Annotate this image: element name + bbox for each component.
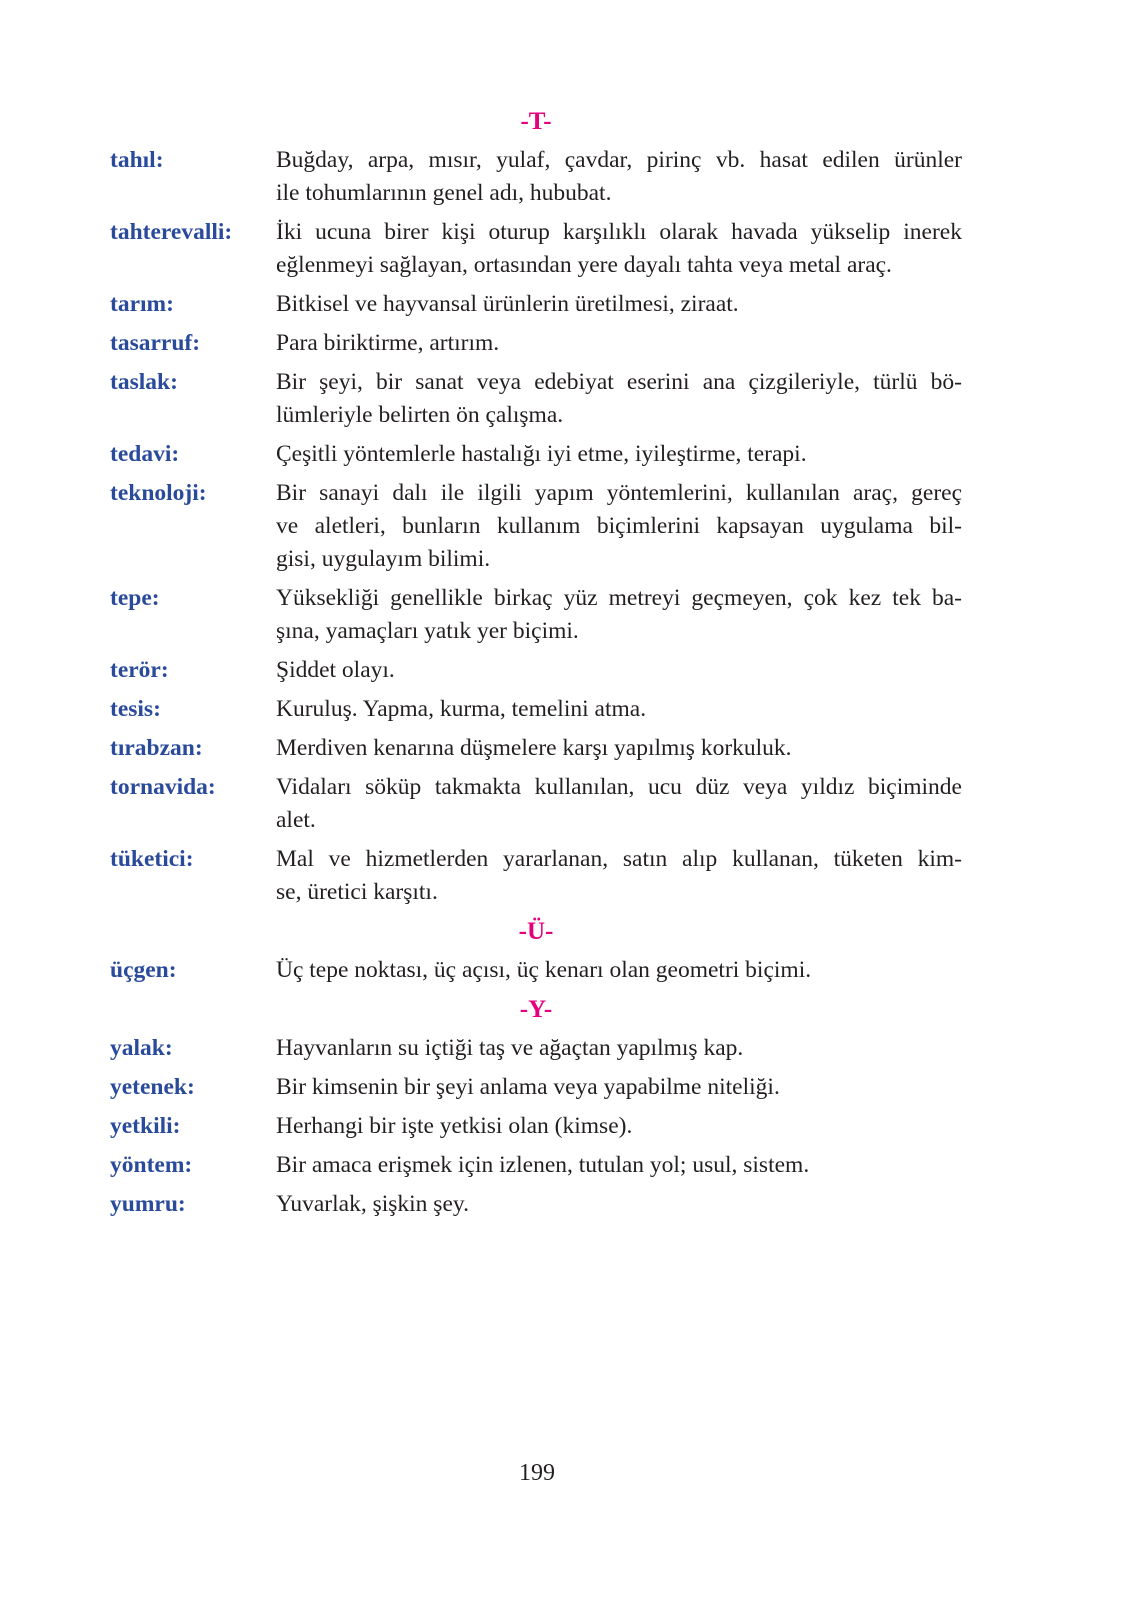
glossary-definition (276, 327, 962, 360)
glossary-term: tesis: (110, 696, 161, 722)
section-letter-heading: -T- (520, 108, 552, 135)
glossary-term: yetkili: (110, 1113, 181, 1139)
definition-line: eğlenmeyi sağlayan, ortasından yere dayalı tahta veya metal araç. (276, 252, 892, 278)
glossary-term: yöntem: (110, 1152, 193, 1178)
glossary-definition (276, 843, 962, 909)
glossary-term: tornavida: (110, 774, 216, 800)
glossary-term: tüketici: (110, 846, 194, 872)
glossary-definition (276, 1110, 962, 1143)
glossary-entry (110, 732, 962, 765)
glossary-entry (110, 1032, 962, 1065)
definition-line: gisi, uygulayım bilimi. (276, 546, 491, 572)
glossary-entry (110, 1188, 962, 1221)
glossary-entry (110, 1149, 962, 1182)
definition-line: Yuvarlak, şişkin şey. (276, 1191, 469, 1217)
glossary-entry (110, 582, 962, 648)
definition-line: Merdiven kenarına düşmelere karşı yapılmış korkuluk. (276, 735, 792, 761)
definition-line: alet. (276, 807, 316, 833)
glossary-entry (110, 654, 962, 687)
definition-line: Bitkisel ve hayvansal ürünlerin üretilmesi, ziraat. (276, 291, 739, 317)
glossary-entry (110, 327, 962, 360)
glossary-definition (276, 366, 962, 432)
glossary-definition (276, 144, 962, 210)
definition-line: İki ucuna birer kişi oturup karşılıklı olarak havada yükselip inerek (276, 219, 962, 245)
definition-line: Para biriktirme, artırım. (276, 330, 500, 356)
definition-line: Çeşitli yöntemlerle hastalığı iyi etme, iyileştirme, terapi. (276, 441, 807, 467)
definition-line: Kuruluş. Yapma, kurma, temelini atma. (276, 696, 647, 722)
glossary-definition (276, 216, 962, 282)
definition-line: Bir kimsenin bir şeyi anlama veya yapabilme niteliği. (276, 1074, 780, 1100)
glossary-entry (110, 216, 962, 282)
glossary-term: terör: (110, 657, 169, 683)
definition-line: lümleriyle belirten ön çalışma. (276, 402, 564, 428)
glossary-term: tahıl: (110, 147, 164, 173)
glossary-definition (276, 1071, 962, 1104)
glossary-term: tedavi: (110, 441, 180, 467)
definition-line: Bir şeyi, bir sanat veya edebiyat eserini ana çizgileriyle, türlü bö- (276, 369, 962, 395)
section-letter-heading: -Y- (519, 996, 553, 1023)
glossary-entry (110, 843, 962, 909)
glossary-entry (110, 693, 962, 726)
glossary-definition (276, 288, 962, 321)
glossary-definition (276, 1188, 962, 1221)
glossary-definition (276, 1032, 962, 1065)
definition-line: Üç tepe noktası, üç açısı, üç kenarı olan geometri biçimi. (276, 957, 812, 983)
glossary-definition (276, 693, 962, 726)
glossary-definition (276, 732, 962, 765)
glossary-entry (110, 771, 962, 837)
glossary-term: yetenek: (110, 1074, 195, 1100)
definition-line: Yüksekliği genellikle birkaç yüz metreyi geçmeyen, çok kez tek ba- (276, 585, 962, 611)
glossary-term: tırabzan: (110, 735, 203, 761)
glossary-definition (276, 477, 962, 576)
definition-line: Hayvanların su içtiği taş ve ağaçtan yapılmış kap. (276, 1035, 744, 1061)
definition-line: ve aletleri, bunların kullanım biçimlerini kapsayan uygulama bil- (276, 513, 962, 539)
section-letter-heading: -Ü- (518, 918, 554, 945)
glossary-term: tasarruf: (110, 330, 201, 356)
definition-line: Şiddet olayı. (276, 657, 395, 683)
definition-line: Vidaları söküp takmakta kullanılan, ucu düz veya yıldız biçiminde (276, 774, 962, 800)
glossary-entry (110, 477, 962, 576)
glossary (110, 105, 962, 1227)
glossary-entry (110, 438, 962, 471)
glossary-term: tepe: (110, 585, 160, 611)
glossary-term: teknoloji: (110, 480, 207, 506)
glossary-entry (110, 144, 962, 210)
glossary-entry (110, 1071, 962, 1104)
glossary-definition (276, 438, 962, 471)
definition-line: Buğday, arpa, mısır, yulaf, çavdar, pirinç vb. hasat edilen ürünler (276, 147, 962, 173)
definition-line: Herhangi bir işte yetkisi olan (kimse). (276, 1113, 633, 1139)
definition-line: Mal ve hizmetlerden yararlanan, satın alıp kullanan, tüketen kim- (276, 846, 962, 872)
glossary-definition (276, 582, 962, 648)
page-number: 199 (519, 1460, 555, 1486)
glossary-term: tahterevalli: (110, 219, 233, 245)
glossary-entry (110, 366, 962, 432)
glossary-term: tarım: (110, 291, 174, 317)
glossary-term: taslak: (110, 369, 178, 395)
definition-line: Bir amaca erişmek için izlenen, tutulan yol; usul, sistem. (276, 1152, 810, 1178)
glossary-entry (110, 1110, 962, 1143)
glossary-term: üçgen: (110, 957, 177, 983)
glossary-definition (276, 771, 962, 837)
glossary-definition (276, 954, 962, 987)
glossary-entry (110, 954, 962, 987)
definition-line: şına, yamaçları yatık yer biçimi. (276, 618, 579, 644)
glossary-entry (110, 288, 962, 321)
glossary-definition (276, 654, 962, 687)
definition-line: se, üretici karşıtı. (276, 879, 438, 905)
glossary-term: yumru: (110, 1191, 186, 1217)
definition-line: Bir sanayi dalı ile ilgili yapım yöntemlerini, kullanılan araç, gereç (276, 480, 962, 506)
glossary-term: yalak: (110, 1035, 173, 1061)
definition-line: ile tohumlarının genel adı, hububat. (276, 180, 612, 206)
glossary-definition (276, 1149, 962, 1182)
